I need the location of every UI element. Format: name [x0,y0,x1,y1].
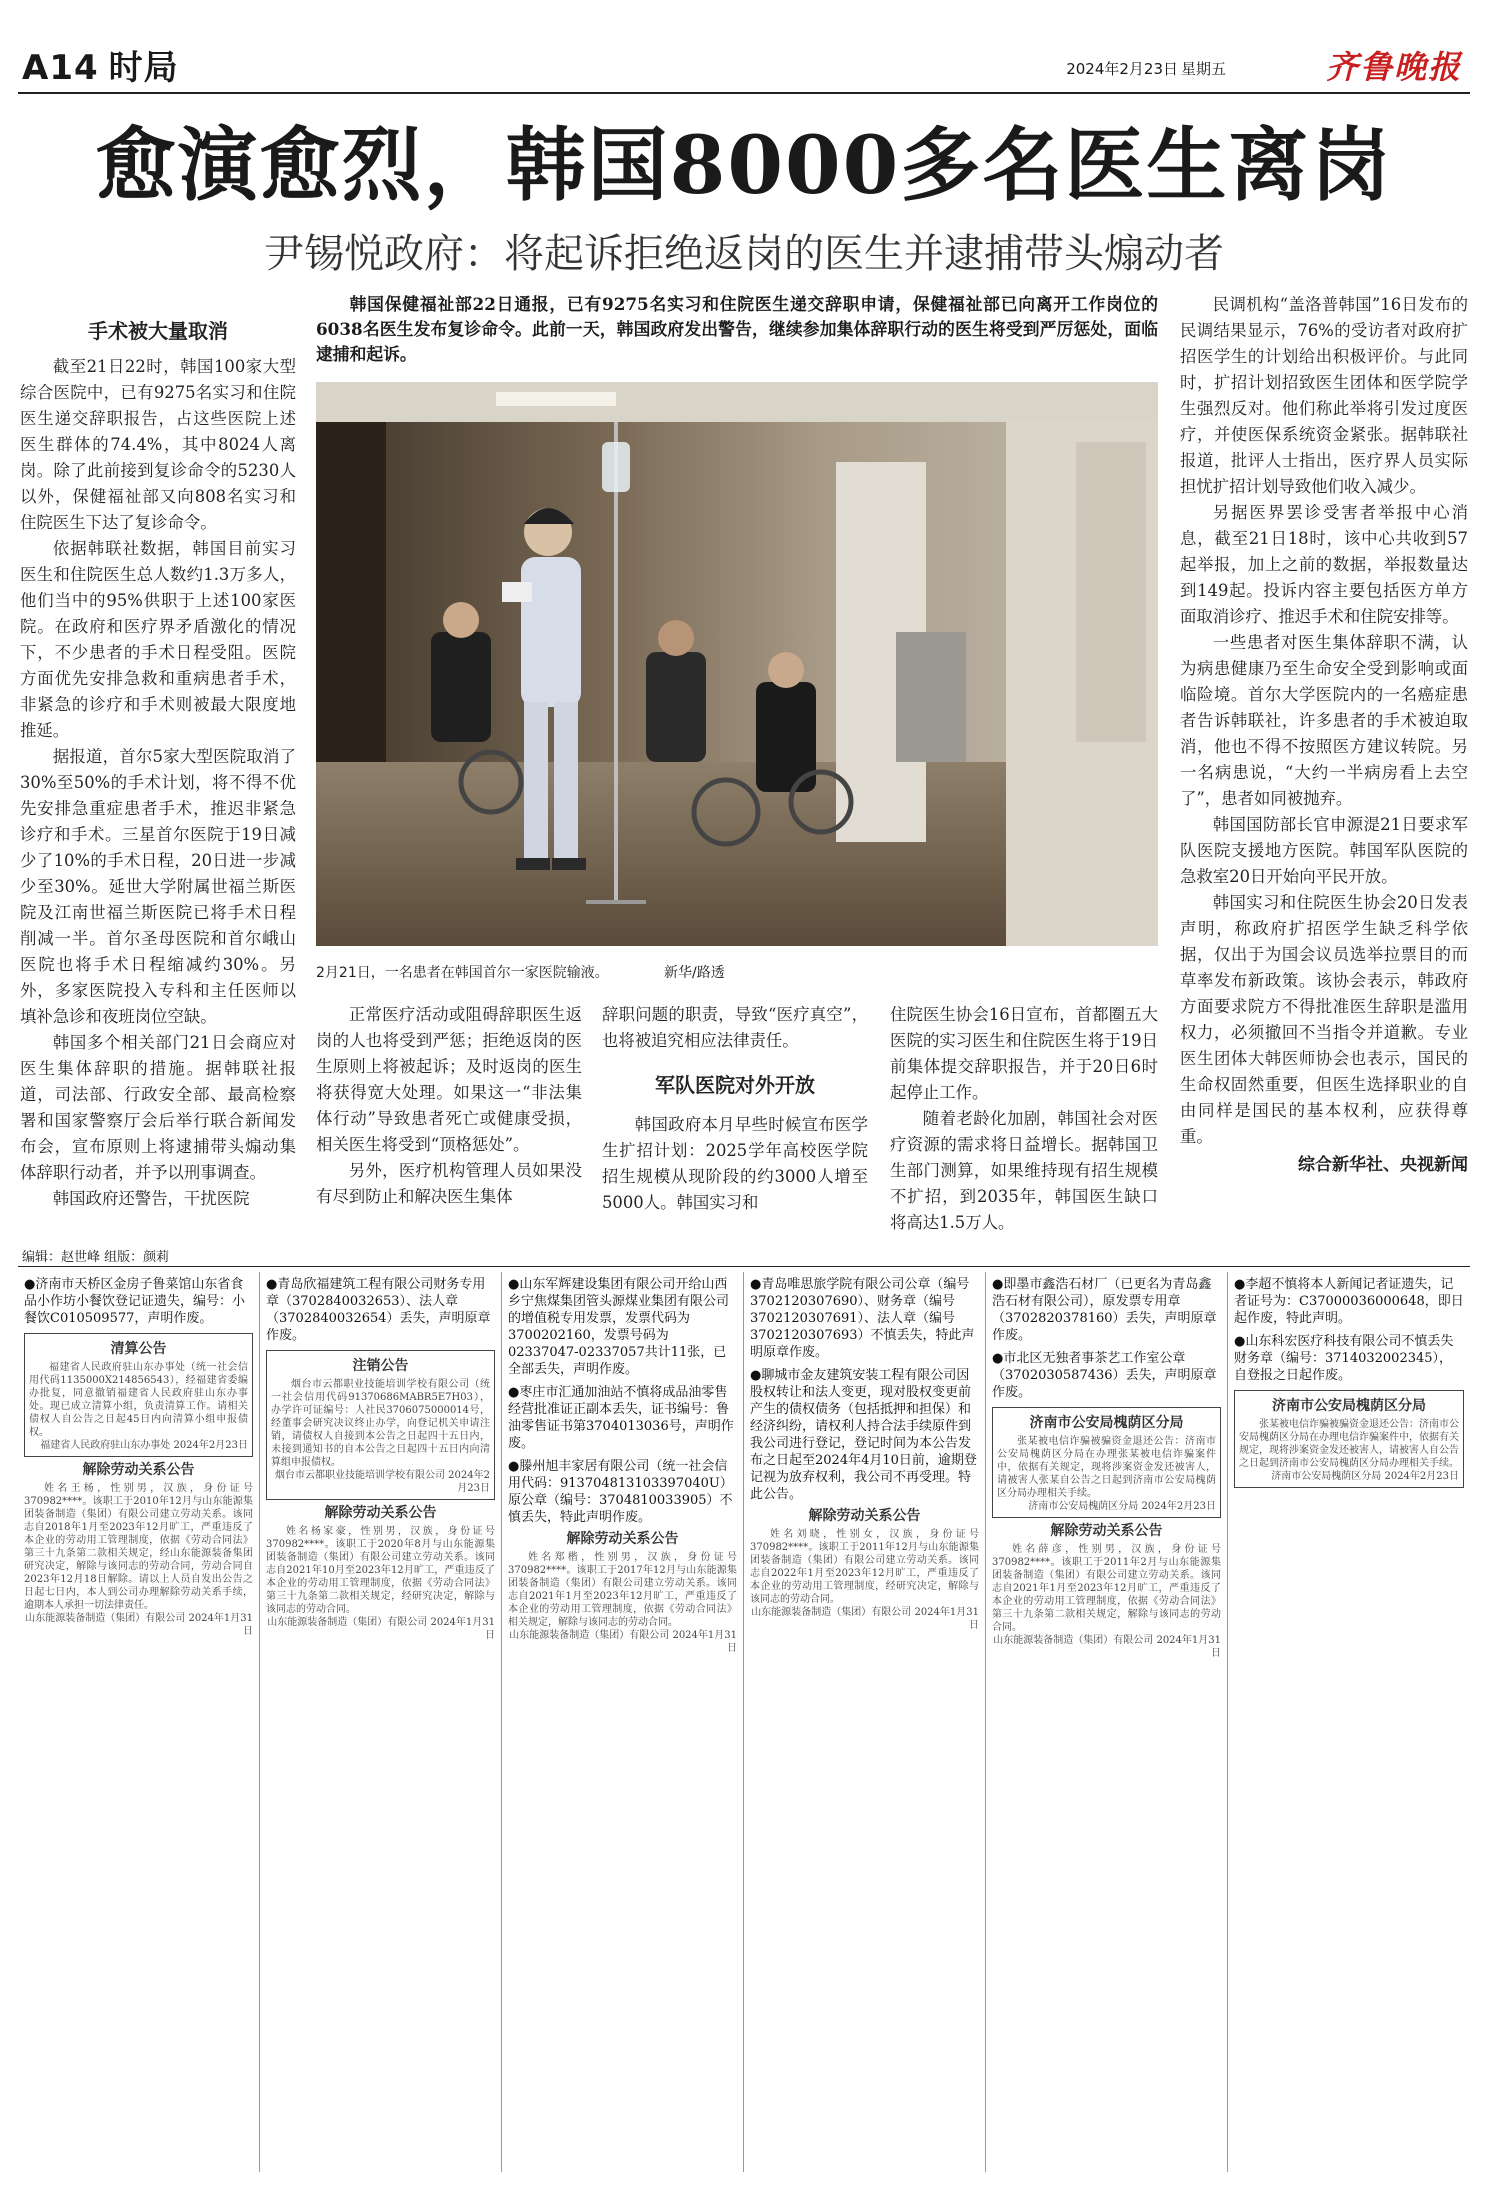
masthead-rule [18,92,1470,94]
hospital-corridor-photo [316,382,1158,946]
ad-column-2 [260,1272,502,2172]
column-3 [602,1002,868,1216]
paragraph: 住院医生协会16日宣布，首都圈五大医院的实习医生和住院医生将于19日前集体提交辞职报告，并于20日6时起停止工作。 [890,1005,1158,1102]
ad-body: 姓名杨家豪，性别男，汉族，身份证号370982****。该职工于2020年8月与山东能源集团装备制造（集团）有限公司建立劳动关系。该同志自2021年10月至2023年12月旷工，严重违反了本企业的劳动用工管理制度，依据《劳动合同法》第三十九条第二款相关规定，经研究决定，解除与该同志的劳动合同。 [266,1526,495,1615]
ad-box-sign: 济南市公安局槐荫区分局 2024年2月23日 [1028,1501,1216,1512]
paragraph: 另外，医疗机构管理人员如果没有尽到防止和解决医生集体 [316,1161,582,1206]
paragraph: 依据韩联社数据，韩国目前实习医生和住院医生总人数约1.3万多人，他们当中的95%供职于上述100家医院。在政府和医疗界矛盾激化的情况下，不少患者的手术日程受阻。医院方面优先安排急救和重病患者手术，非紧急的诊疗和手术则被最大限度地推延。 [20,539,296,740]
section-name: 时局 [108,48,179,88]
paragraph: 韩国政府还警告，干扰医院 [52,1189,250,1208]
headline: 愈演愈烈，韩国8000多名医生离岗 [95,118,1393,212]
ad-notice: ●即墨市鑫浩石材厂（已更名为青岛鑫浩石材有限公司），原发票专用章（3702820378160）丢失，声明原章作废。 [992,1277,1217,1343]
paragraph: 据报道，首尔5家大型医院取消了30%至50%的手术计划，将不得不优先安排急重症患者手术，推迟非紧急诊疗和手术。三星首尔医院于19日减少了10%的手术日程，20日进一步减少至30%。延世大学附属世福兰斯医院及江南世福兰斯医院已将手术日程削减一半。首尔圣母医院和首尔峨山医院也将手术日程缩减约30%。另外，多家医院投入专科和主任医师以填补急诊和夜班岗位空缺。 [20,747,296,1026]
editor-credits: 编辑：赵世峰 组版：颜莉 [22,1250,170,1265]
lead-text: 韩国保健福祉部22日通报，已有9275名实习和住院医生递交辞职申请，保健福祉部已向离开工作岗位的6038名医生发布复诊命令。此前一天，韩国政府发出警告，继续参加集体辞职行动的医生将受到严厉惩处，面临逮捕和起诉。 [316,294,1158,364]
ad-notice: ●聊城市金友建筑安装工程有限公司因股权转让和法人变更，现对股权变更前产生的债权债务（包括抵押和担保）和经济纠纷，请权利人持合法手续原件到我公司进行登记，登记时间为本公告发布之日起至2024年4月10日前，逾期登记视为放弃权利，我公司不再受理。特此公告。 [750,1368,977,1502]
ad-box-sign: 济南市公安局槐荫区分局 2024年2月23日 [1271,1471,1459,1482]
ad-box-title: 注销公告 [352,1358,409,1374]
ad-column-4 [744,1272,986,2172]
ad-box-body: 福建省人民政府驻山东办事处（统一社会信用代码1135000X214856543），经福建省委编办批复，同意撤销福建省人民政府驻山东办事处。现已成立清算小组，负责清算工作。请相关债权人自公告之日起45日内向清算小组申报债权。 [29,1362,248,1438]
news-photo [316,382,1158,946]
paragraph: 韩国国防部长官申源湜21日要求军队医院支援地方医院。韩国军队医院的急救室20日开始向平民开放。 [1180,815,1468,886]
page-label [22,40,179,89]
ad-box [992,1407,1221,1518]
ad-title: 解除劳动关系公告 [1050,1523,1163,1539]
subheadline: 尹锡悦政府：将起诉拒绝返岗的医生并逮捕带头煽动者 [264,231,1224,277]
issue-weekday: 星期五 [1180,60,1226,78]
ad-body: 姓名刘晓，性别女，汉族，身份证号370982****。该职工于2011年12月与山东能源集团装备制造（集团）有限公司建立劳动关系。该同志自2022年1月至2023年12月旷工，严重违反了本企业的劳动用工管理制度，经研究决定，解除与该同志的劳动合同。 [750,1529,979,1605]
issue-date: 2024年2月23日 [1066,60,1178,78]
ad-box-body: 张某被电信诈骗被骗资金退还公告：济南市公安局槐荫区分局在办理张某被电信诈骗案件中，依据有关规定，现将涉案资金发还被害人，请被害人张某自公告之日起到济南市公安局槐荫区分局办理相关手续。 [997,1436,1216,1499]
paragraph: 一些患者对医生集体辞职不满，认为病患健康乃至生命安全受到影响或面临险境。首尔大学医院内的一名癌症患者告诉韩联社，许多患者的手术被迫取消，他也不得不按照医方建议转院。另一名病患说，“大约一半病房看上去空了”，患者如同被抛弃。 [1180,633,1468,808]
column-2 [316,1002,582,1210]
ad-title: 解除劳动关系公告 [82,1462,195,1478]
ad-title: 解除劳动关系公告 [808,1508,921,1524]
ad-box-title: 济南市公安局槐荫区分局 [1029,1415,1184,1431]
ad-notice: ●青岛唯思旅学院有限公司公章（编号3702120307690）、财务章（编号3702120307691）、法人章（编号3702120307693）不慎丢失，特此声明原章作废。 [750,1277,975,1360]
ad-sign: 山东能源装备制造（集团）有限公司 2024年1月31日 [267,1617,495,1641]
ad-notice: ●青岛欣福建筑工程有限公司财务专用章（3702840032653）、法人章（3702840032654）丢失，声明原章作废。 [266,1277,491,1343]
section-heading-surgery: 手术被大量取消 [88,319,228,343]
newspaper-logo: 齐鲁晚报 [1325,48,1462,86]
photo-caption: 2月21日，一名患者在韩国首尔一家医院输液。 [316,965,609,981]
paragraph: 另据医界罢诊受害者举报中心消息，截至21日18时，该中心共收到57起举报，加上之前的数据，举报数量达到149起。投诉内容主要包括医方单方面取消诊疗、推迟手术和住院安排等。 [1180,503,1468,626]
paragraph: 截至21日22时，韩国100家大型综合医院中，已有9275名实习和住院医生递交辞职报告，占这些医院上述医生群体的74.4%，其中8024人离岗。除了此前接到复诊命令的5230人以外，保健福祉部又向808名实习和住院医生下达了复诊命令。 [20,357,296,532]
ad-notice: ●枣庄市汇通加油站不慎将成品油零售经营批准证正副本丢失，证书编号：鲁油零售证书第3704013036号，声明作废。 [508,1385,734,1451]
ad-box-sign: 福建省人民政府驻山东办事处 2024年2月23日 [40,1440,248,1451]
ad-column-6 [1228,1272,1470,2172]
ad-box-sign: 烟台市云都职业技能培训学校有限公司 2024年2月23日 [275,1470,490,1494]
ad-title: 解除劳动关系公告 [566,1531,679,1547]
paragraph: 随着老龄化加剧，韩国社会对医疗资源的需求将日益增长。据韩国卫生部门测算，如果维持现有招生规模不扩招，到2035年，韩国医生缺口将高达1.5万人。 [890,1109,1158,1232]
ad-body: 姓名郑楷，性别男，汉族，身份证号370982****。该职工于2017年12月与山东能源集团装备制造（集团）有限公司建立劳动关系。该同志自2021年1月至2023年12月旷工，严重违反了本企业的劳动用工管理制度，依据《劳动合同法》相关规定，解除与该同志的劳动合同。 [508,1552,737,1628]
ad-sign: 山东能源装备制造（集团）有限公司 2024年1月31日 [25,1613,253,1637]
column-4 [890,1002,1158,1236]
ad-box-title: 济南市公安局槐荫区分局 [1272,1398,1426,1414]
ad-column-3 [502,1272,744,2172]
column-5 [1180,292,1468,1178]
ad-sign: 山东能源装备制造（集团）有限公司 2024年1月31日 [993,1635,1221,1659]
page-number: A14 [22,48,99,88]
ad-sign: 山东能源装备制造（集团）有限公司 2024年1月31日 [751,1607,979,1631]
paragraph: 韩国实习和住院医生协会20日发表声明，称政府扩招医学生缺乏科学依据，仅出于为国会议员选举拉票目的而草率发布新政策。该协会表示，韩政府方面要求院方不得批准医生辞职是滥用权力，必须撤回不当指令并道歉。专业医生团体大韩医师协会也表示，国民的生命权固然重要，但医生选择职业的自由同样是国民的基本权利，应获得尊重。 [1180,893,1468,1146]
paragraph: 正常医疗活动或阻碍辞职医生返岗的人也将受到严惩；拒绝返岗的医生原则上将被起诉；及时返岗的医生将获得宽大处理。如果这一“非法集体行动”导致患者死亡或健康受损，相关医生将受到“顶格惩处”。 [316,1005,582,1154]
ad-notice: ●市北区无独者事茶艺工作室公章（3702030587436）丢失，声明原章作废。 [992,1351,1217,1400]
ad-body: 姓名王杨，性别男，汉族，身份证号370982****。该职工于2010年12月与山东能源集团装备制造（集团）有限公司建立劳动关系。该同志自2018年1月至2023年12月旷工，严重违反了本企业的劳动用工管理制度，依据《劳动合同法》第三十九条第二款相关规定，经山东能源装备集团研究决定，解除与该同志的劳动合同，劳动合同自2023年12月18日解除。请以上人员自发出公告之日起七日内，本人到公司办理解除劳动关系手续，逾期本人承担一切法律责任。 [24,1483,253,1611]
paragraph: 韩国政府本月早些时候宣布医学生扩招计划：2025学年高校医学院招生规模从现阶段的约3000人增至5000人。韩国实习和 [602,1115,868,1212]
ad-box-title: 清算公告 [110,1341,167,1357]
byline: 综合新华社、央视新闻 [1298,1155,1468,1175]
ad-notice: ●李超不慎将本人新闻记者证遗失，记者证号为：C37000036000648，即日起作废，特此声明。 [1234,1277,1464,1326]
ad-box-body: 张某被电信诈骗被骗资金退还公告：济南市公安局槐荫区分局在办理电信诈骗案件中，依据有关规定，现将涉案资金发还被害人，请被害人自公告之日起到济南市公安局槐荫区分局办理相关手续。 [1239,1419,1459,1469]
ad-title: 解除劳动关系公告 [324,1505,437,1521]
ad-box [1234,1390,1464,1488]
ad-section-rule [18,1266,1470,1267]
section-heading-military: 军队医院对外开放 [655,1073,815,1097]
column-1 [20,318,296,1212]
ad-column-5 [986,1272,1228,2172]
paragraph: 民调机构“盖洛普韩国”16日发布的民调结果显示，76%的受访者对政府扩招医学生的计划给出积极评价。与此同时，扩招计划招致医生团体和医学院学生强烈反对。他们称此举将引发过度医疗，并使医保系统资金紧张。据韩联社报道，批评人士指出，医疗界人员实际担忧扩招计划导致他们收入减少。 [1180,295,1468,496]
ad-sign: 山东能源装备制造（集团）有限公司 2024年1月31日 [509,1630,737,1654]
paragraph: 辞职问题的职责，导致“医疗真空”，也将被追究相应法律责任。 [602,1005,868,1050]
ad-notice: ●山东科宏医疗科技有限公司不慎丢失财务章（编号：3714032002345），自登报之日起作废。 [1234,1334,1454,1383]
ad-notice: ●山东军辉建设集团有限公司开给山西乡宁焦煤集团管头源煤业集团有限公司的增值税专用发票，发票代码为3700202160，发票号码为02337047-02337057共计11张，已全部丢失，声明作废。 [508,1277,730,1377]
classified-ads [18,1272,1470,2172]
photo-credit: 新华/路透 [664,965,725,981]
ad-column-1 [18,1272,260,2172]
ad-notice: ●滕州旭丰家居有限公司（统一社会信用代码：913704813103397040U）原公章（编号：3704810033905）不慎丢失，特此声明作废。 [508,1459,733,1525]
ad-box [24,1333,253,1457]
ad-notice: ●济南市天桥区金房子鲁菜馆山东省食品小作坊小餐饮登记证遗失，编号：小餐饮C010509577，声明作废。 [24,1277,246,1326]
ad-box [266,1350,495,1500]
ad-body: 姓名薛彦，性别男，汉族，身份证号370982****。该职工于2011年2月与山东能源集团装备制造（集团）有限公司建立劳动关系。该同志自2021年1月至2023年12月旷工，严重违反了本企业的劳动用工管理制度，依据《劳动合同法》第三十九条第二款相关规定，解除与该同志的劳动合同。 [992,1544,1221,1633]
paragraph: 韩国多个相关部门21日会商应对医生集体辞职的措施。据韩联社报道，司法部、行政安全部、最高检察署和国家警察厅会后举行联合新闻发布会，宣布原则上将逮捕带头煽动集体辞职行动者，并予以刑事调查。 [20,1033,296,1182]
lead-paragraph [316,292,1158,367]
ad-box-body: 烟台市云都职业技能培训学校有限公司（统一社会信用代码91370686MABR5E7H03），办学许可证编号：人社民3706075000014号，经董事会研究决议终止办学，向登记机关申请注销，请债权人自接到本公告之日起四十五日内，未接到通知书的自本公告之日起四十五日内向清算组申报债权。 [271,1379,490,1468]
